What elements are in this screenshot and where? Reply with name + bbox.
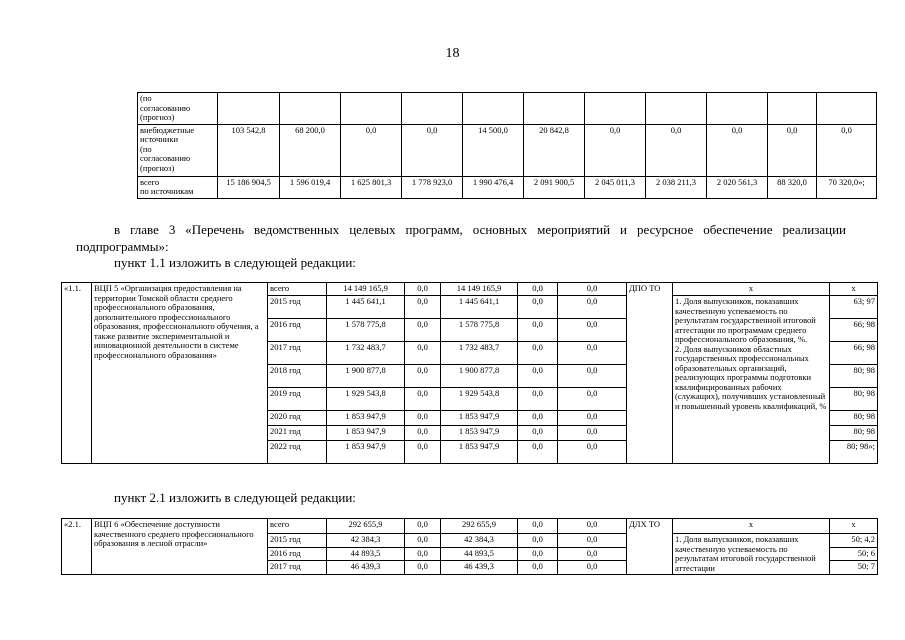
regional-amount: 1 732 483,7 [441,342,518,365]
regional-amount: 42 384,3 [441,534,518,548]
local-amount: 0,0 [518,342,558,365]
local-amount: 0,0 [518,296,558,319]
extra-amount: 0,0 [558,534,627,548]
paragraph-item-1-1: пункт 1.1 изложить в следующей редакции: [114,255,356,270]
indicator-value: 50; 4,2 [830,534,878,548]
extra-amount: 0,0 [558,411,627,426]
amount-cell: 1 596 019,4 [280,176,341,198]
amount-cell [585,93,646,125]
indicators-text: 1. Доля выпускников, показавших качественную успеваемость по результатам итоговой государственной аттестации [673,534,830,575]
extra-amount: 0,0 [558,296,627,319]
program-name: ВЦП 5 «Организация предоставления на территории Томской области среднего профессионального образования, дополнительного профессионального образования, профессионального обучения, а также развитие экспериментальной и инновационной деятельности в системе профессионального образования» [92,283,268,464]
amount-cell [341,93,402,125]
amount-cell: 0,0 [402,124,463,176]
regional-amount: 1 445 641,1 [441,296,518,319]
executor: ДПО ТО [627,283,673,464]
local-amount: 0,0 [518,283,558,296]
amount-cell [524,93,585,125]
year-label: 2018 год [268,365,327,388]
total-amount: 14 149 165,9 [327,283,405,296]
extra-amount: 0,0 [558,426,627,441]
regional-amount: 292 655,9 [441,519,518,534]
amount-cell [707,93,768,125]
extra-amount: 0,0 [558,342,627,365]
funding-sources-table [137,92,877,199]
federal-amount: 0,0 [405,296,441,319]
indicator-value: 80; 98 [830,411,878,426]
indicator-value: 66; 98 [830,319,878,342]
amount-cell: 0,0 [585,124,646,176]
regional-amount: 1 929 543,8 [441,388,518,411]
vcp5-table [61,282,878,464]
total-amount: 44 893,5 [327,547,405,561]
local-amount: 0,0 [518,561,558,575]
indicator-value: 50; 7 [830,561,878,575]
local-amount: 0,0 [518,519,558,534]
federal-amount: 0,0 [405,283,441,296]
extra-amount: 0,0 [558,365,627,388]
regional-amount: 1 578 775,8 [441,319,518,342]
year-label: 2017 год [268,342,327,365]
indicator-value: 63; 97 [830,296,878,319]
amount-cell: 0,0 [817,124,877,176]
indicator-value: 50; 6 [830,547,878,561]
federal-amount: 0,0 [405,519,441,534]
table-row [138,93,877,125]
indicator-value: 66; 98 [830,342,878,365]
program-name: ВЦП 6 «Обеспечение доступности качественного среднего профессионального образования в лесной отрасли» [92,519,268,575]
regional-amount: 14 149 165,9 [441,283,518,296]
extra-amount: 0,0 [558,519,627,534]
executor: ДЛХ ТО [627,519,673,575]
extra-amount: 0,0 [558,547,627,561]
federal-amount: 0,0 [405,441,441,464]
year-label: 2019 год [268,388,327,411]
amount-cell [218,93,280,125]
value-placeholder: х [830,519,878,534]
indicator-placeholder: х [673,519,830,534]
amount-cell: 68 200,0 [280,124,341,176]
local-amount: 0,0 [518,534,558,548]
year-label: 2020 год [268,411,327,426]
amount-cell: 0,0 [646,124,707,176]
table-row [62,519,878,534]
amount-cell: 0,0 [707,124,768,176]
total-amount: 46 439,3 [327,561,405,575]
table-row [138,176,877,198]
amount-cell: 2 045 011,3 [585,176,646,198]
total-amount: 1 445 641,1 [327,296,405,319]
amount-cell [280,93,341,125]
federal-amount: 0,0 [405,388,441,411]
federal-amount: 0,0 [405,547,441,561]
total-amount: 1 853 947,9 [327,441,405,464]
federal-amount: 0,0 [405,342,441,365]
total-amount: 42 384,3 [327,534,405,548]
regional-amount: 44 893,5 [441,547,518,561]
amount-cell: 2 020 561,3 [707,176,768,198]
value-placeholder: х [830,283,878,296]
federal-amount: 0,0 [405,561,441,575]
extra-amount: 0,0 [558,283,627,296]
extra-amount: 0,0 [558,388,627,411]
year-label: 2016 год [268,547,327,561]
indicator-value: 80; 98 [830,426,878,441]
regional-amount: 1 853 947,9 [441,411,518,426]
regional-amount: 46 439,3 [441,561,518,575]
local-amount: 0,0 [518,411,558,426]
amount-cell: 70 320,0»; [817,176,877,198]
amount-cell [768,93,817,125]
amount-cell: 15 186 904,5 [218,176,280,198]
page-number: 18 [445,46,460,61]
year-label: всего [268,283,327,296]
amount-cell: 88 320,0 [768,176,817,198]
year-label: 2016 год [268,319,327,342]
source-label: (по согласованию (прогноз) [138,93,218,125]
year-label: всего [268,519,327,534]
amount-cell: 20 842,8 [524,124,585,176]
local-amount: 0,0 [518,319,558,342]
regional-amount: 1 900 877,8 [441,365,518,388]
amount-cell: 14 500,0 [463,124,524,176]
indicator-value: 80; 98»; [830,441,878,464]
indicators-text: 1. Доля выпускников, показавших качественную успеваемость по результатам государственной итоговой аттестации по программам среднего профессионального образования, %. 2. Доля выпускников областных государственных профессиональных образовательных организаций, реализующих программы подготовки квалифицированных рабочих (служащих), получивших установленный и повышенный уровень квалификаций, % [673,296,830,464]
year-label: 2022 год [268,441,327,464]
federal-amount: 0,0 [405,365,441,388]
federal-amount: 0,0 [405,426,441,441]
extra-amount: 0,0 [558,441,627,464]
amount-cell: 1 625 801,3 [341,176,402,198]
local-amount: 0,0 [518,441,558,464]
year-label: 2015 год [268,534,327,548]
local-amount: 0,0 [518,547,558,561]
table-row [138,124,877,176]
federal-amount: 0,0 [405,411,441,426]
table-row [62,283,878,296]
amount-cell: 1 778 923,0 [402,176,463,198]
total-amount: 1 732 483,7 [327,342,405,365]
regional-amount: 1 853 947,9 [441,426,518,441]
regional-amount: 1 853 947,9 [441,441,518,464]
year-label: 2017 год [268,561,327,575]
item-number: «1.1. [62,283,92,464]
total-amount: 1 578 775,8 [327,319,405,342]
paragraph-item-2-1: пункт 2.1 изложить в следующей редакции: [114,490,356,505]
total-amount: 1 853 947,9 [327,426,405,441]
indicator-value: 80; 98 [830,388,878,411]
paragraph-chapter3-text: в главе 3 «Перечень ведомственных целевых программ, основных мероприятий и ресурсное обеспечение реализации подпрограммы»: [76,222,846,254]
amount-cell [646,93,707,125]
indicator-value: 80; 98 [830,365,878,388]
paragraph-chapter3 [76,221,846,255]
amount-cell: 2 038 211,3 [646,176,707,198]
total-amount: 292 655,9 [327,519,405,534]
amount-cell: 1 990 476,4 [463,176,524,198]
year-label: 2021 год [268,426,327,441]
amount-cell [402,93,463,125]
extra-amount: 0,0 [558,561,627,575]
federal-amount: 0,0 [405,319,441,342]
local-amount: 0,0 [518,365,558,388]
source-label: всего по источникам [138,176,218,198]
amount-cell: 103 542,8 [218,124,280,176]
vcp6-table [61,518,878,575]
source-label: внебюджетные источники (по согласованию (прогноз) [138,124,218,176]
total-amount: 1 929 543,8 [327,388,405,411]
amount-cell [817,93,877,125]
item-number: «2.1. [62,519,92,575]
amount-cell: 0,0 [341,124,402,176]
amount-cell [463,93,524,125]
amount-cell: 0,0 [768,124,817,176]
indicator-placeholder: х [673,283,830,296]
extra-amount: 0,0 [558,319,627,342]
local-amount: 0,0 [518,426,558,441]
year-label: 2015 год [268,296,327,319]
amount-cell: 2 091 900,5 [524,176,585,198]
total-amount: 1 900 877,8 [327,365,405,388]
local-amount: 0,0 [518,388,558,411]
federal-amount: 0,0 [405,534,441,548]
total-amount: 1 853 947,9 [327,411,405,426]
